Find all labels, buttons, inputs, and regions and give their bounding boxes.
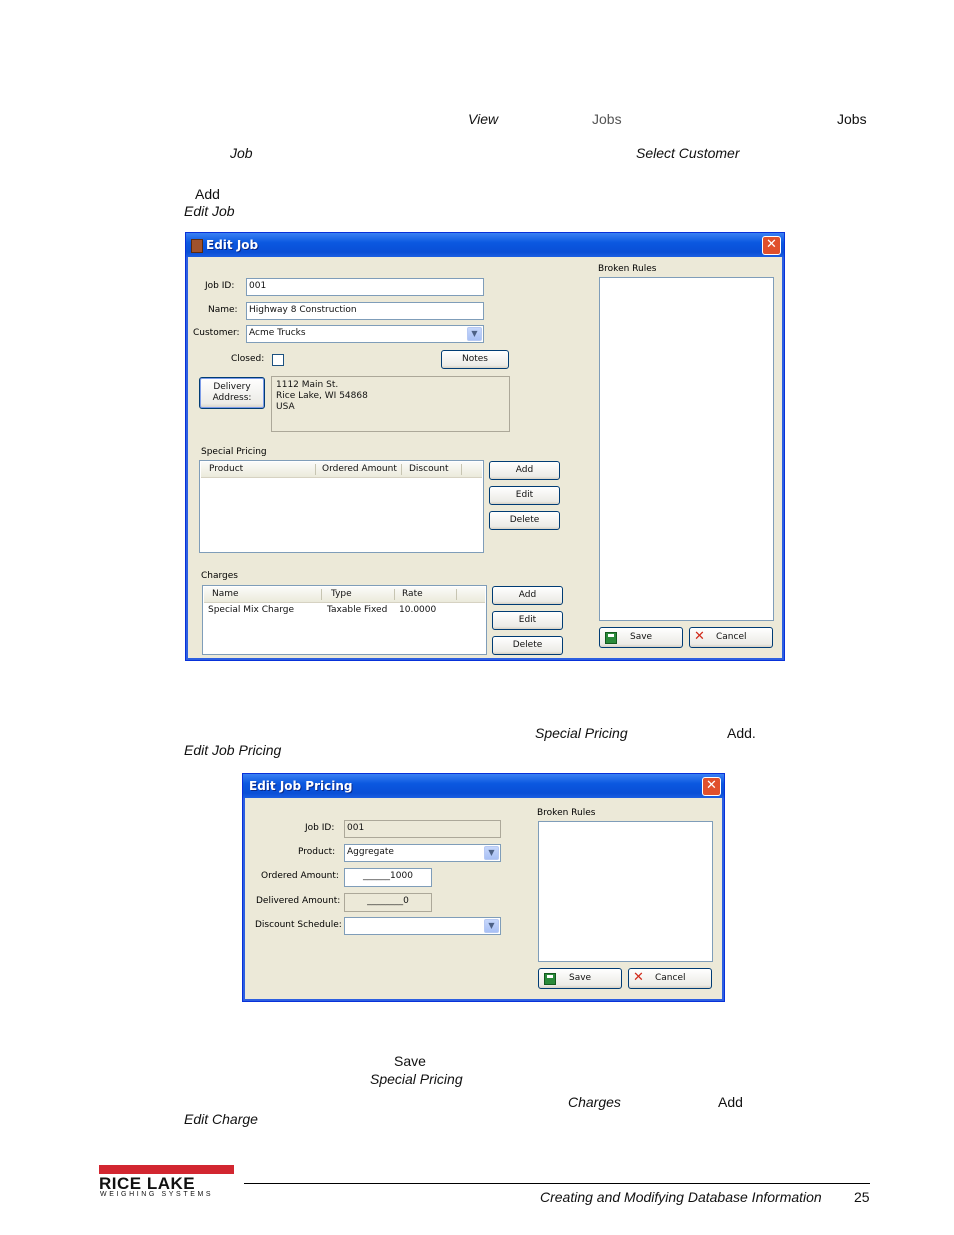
col-discount[interactable]: Discount [409, 464, 449, 474]
sp-delete-button[interactable]: Delete [489, 511, 560, 530]
col-name[interactable]: Name [212, 589, 239, 599]
edit-job-window [185, 232, 785, 661]
text-add: Add [195, 186, 220, 202]
ch-delete-button[interactable]: Delete [492, 636, 563, 655]
logo-main: RICE LAKE [99, 1174, 196, 1193]
ordered-amount-label: Ordered Amount: [261, 871, 339, 881]
address-line3: USA [276, 402, 295, 412]
pricing-save-label: Save [569, 973, 592, 983]
job-id-label: Job ID: [205, 281, 235, 291]
name-input[interactable]: Highway 8 Construction [246, 302, 484, 320]
job-id-input[interactable]: 001 [246, 278, 484, 296]
text-jobs-bold: Jobs [837, 111, 867, 127]
charges-list[interactable] [202, 585, 487, 655]
page-number: 25 [854, 1189, 870, 1205]
delivery-address-button[interactable] [199, 377, 265, 409]
close-icon[interactable]: ✕ [762, 236, 781, 255]
edit-job-pricing-titlebar [243, 774, 724, 798]
sp-add-button[interactable]: Add [489, 461, 560, 480]
pricing-cancel-button[interactable] [628, 968, 712, 989]
edit-job-pricing-window [242, 773, 725, 1002]
app-icon [191, 239, 203, 253]
charge-name: Special Mix Charge [208, 605, 295, 615]
address-line1: 1112 Main St. [276, 380, 339, 390]
text-select-customer: Select Customer [636, 145, 740, 161]
charges-header [204, 587, 485, 603]
cancel-icon: ✕ [694, 629, 705, 644]
closed-label: Closed: [231, 354, 265, 364]
charges-label: Charges [201, 571, 238, 581]
text-charges: Charges [568, 1094, 621, 1110]
text-job: Job [230, 145, 253, 161]
special-pricing-label: Special Pricing [201, 447, 267, 457]
col-type[interactable]: Type [331, 589, 352, 599]
delivered-amount-label: Delivered Amount: [256, 896, 341, 906]
broken-rules-box [599, 277, 774, 621]
edit-job-client [189, 257, 781, 657]
text-view: View [468, 111, 499, 127]
pricing-job-id-input[interactable]: 001 [344, 820, 501, 838]
special-pricing-header [201, 462, 482, 478]
delivered-amount-input[interactable]: ________0 [344, 893, 432, 912]
closed-checkbox[interactable] [272, 354, 284, 366]
text-special-pricing: Special Pricing [535, 725, 628, 741]
cancel-button[interactable] [689, 627, 773, 648]
address-box [271, 376, 510, 432]
special-pricing-list[interactable] [199, 460, 484, 553]
delivery-address-line2: Address: [212, 393, 252, 403]
chevron-down-icon[interactable]: ▼ [484, 919, 499, 933]
text-special-pricing-2: Special Pricing [370, 1071, 463, 1087]
broken-rules-label: Broken Rules [598, 264, 657, 274]
edit-job-pricing-client [246, 798, 721, 998]
col-rate[interactable]: Rate [402, 589, 423, 599]
delivery-address-line1: Delivery [213, 382, 251, 392]
save-button[interactable] [599, 627, 683, 648]
col-ordered-amount[interactable]: Ordered Amount [322, 464, 397, 474]
discount-schedule-label: Discount Schedule: [255, 920, 342, 930]
footer-section-title: Creating and Modifying Database Information [540, 1189, 822, 1205]
close-icon[interactable]: ✕ [702, 777, 721, 796]
text-jobs: Jobs [592, 111, 622, 127]
pricing-broken-rules-label: Broken Rules [537, 808, 596, 818]
cancel-icon: ✕ [633, 970, 644, 985]
save-label: Save [630, 632, 653, 642]
logo-accent-bar [99, 1165, 234, 1174]
text-add-3: Add [718, 1094, 743, 1110]
ch-add-button[interactable]: Add [492, 586, 563, 605]
customer-value: Acme Trucks [249, 328, 306, 338]
save-icon [544, 973, 556, 985]
discount-schedule-select[interactable] [344, 917, 501, 935]
customer-label: Customer: [193, 328, 240, 338]
col-product[interactable]: Product [209, 464, 244, 474]
text-edit-charge: Edit Charge [184, 1111, 258, 1127]
charge-type: Taxable Fixed [327, 605, 388, 615]
cancel-label: Cancel [716, 632, 747, 642]
edit-job-title: Edit Job [206, 238, 259, 252]
ch-edit-button[interactable]: Edit [492, 611, 563, 630]
chevron-down-icon[interactable]: ▼ [467, 327, 482, 341]
footer-divider [244, 1183, 870, 1184]
pricing-cancel-label: Cancel [655, 973, 686, 983]
edit-job-titlebar [186, 233, 784, 257]
charge-rate: 10.0000 [399, 605, 437, 615]
product-value: Aggregate [347, 847, 394, 857]
text-edit-job: Edit Job [184, 203, 235, 219]
logo-sub: WEIGHING SYSTEMS [100, 1191, 214, 1198]
pricing-job-id-label: Job ID: [305, 823, 335, 833]
text-add-2-word: Add [727, 725, 752, 741]
text-add-2 [727, 725, 756, 741]
text-period: . [751, 725, 756, 741]
customer-select[interactable] [246, 325, 484, 343]
notes-button[interactable]: Notes [441, 350, 509, 369]
text-edit-job-pricing: Edit Job Pricing [184, 742, 282, 758]
name-label: Name: [208, 305, 238, 315]
chevron-down-icon[interactable]: ▼ [484, 846, 499, 860]
text-save: Save [394, 1053, 426, 1069]
address-line2: Rice Lake, WI 54868 [276, 391, 368, 401]
pricing-broken-rules-box [538, 821, 713, 962]
product-select[interactable] [344, 844, 501, 862]
edit-job-pricing-title: Edit Job Pricing [249, 779, 353, 793]
product-label: Product: [298, 847, 336, 857]
ordered-amount-input[interactable]: ______1000 [344, 868, 432, 887]
pricing-save-button[interactable] [538, 968, 622, 989]
save-icon [605, 632, 617, 644]
sp-edit-button[interactable]: Edit [489, 486, 560, 505]
